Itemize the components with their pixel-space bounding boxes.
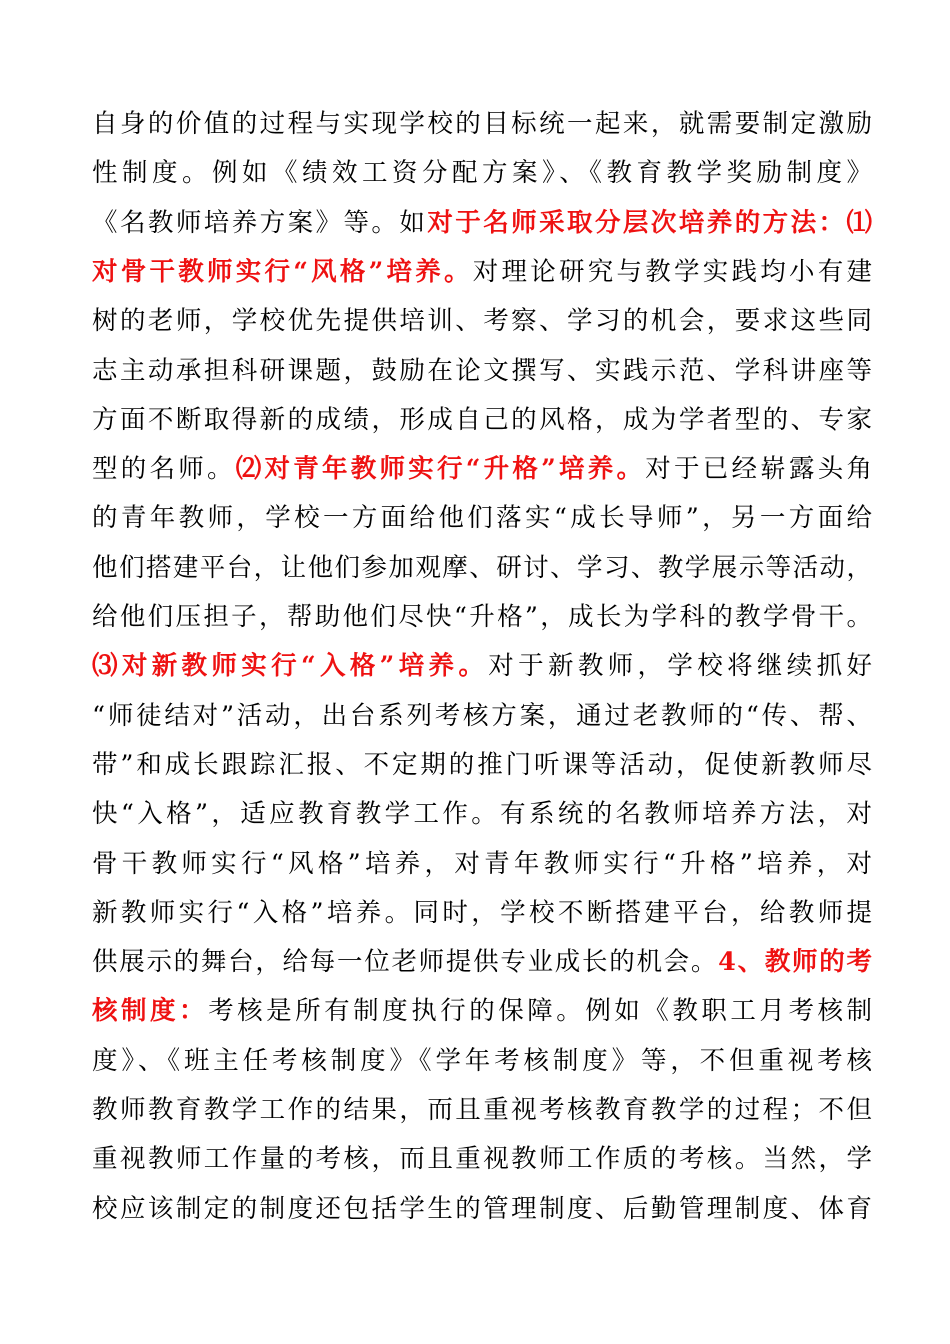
body-text: 的青年教师，学校一方面给他们落实“成长导师”，另一方面给 <box>92 503 872 533</box>
body-text: 志主动承担科研课题，鼓励在论文撰写、实践示范、学科讲座等 <box>92 356 872 386</box>
highlighted-heading-text: ⑵对青年教师实行“升格”培养。 <box>235 454 646 484</box>
highlighted-heading-text: 4、教师的考 <box>718 947 872 977</box>
body-text: 性制度。例如《绩效工资分配方案》、《教育教学奖励制度》 <box>92 158 872 188</box>
body-text: 方面不断取得新的成绩，形成自己的风格，成为学者型的、专家 <box>92 405 872 435</box>
text-line <box>92 400 872 440</box>
body-text: 带”和成长跟踪汇报、不定期的推门听课等活动，促使新教师尽 <box>92 750 872 780</box>
body-text: 新教师实行“入格”培养。同时，学校不断搭建平台，给教师提 <box>92 898 872 928</box>
text-line <box>92 1139 872 1179</box>
body-text: 度》、《班主任考核制度》《学年考核制度》等，不但重视考核 <box>92 1046 872 1076</box>
text-line <box>92 153 872 193</box>
body-text: 快“入格”，适应教育教学工作。有系统的名教师培养方法，对 <box>92 799 872 829</box>
body-text: 他们搭建平台，让他们参加观摩、研讨、学习、教学展示等活动， <box>92 553 872 583</box>
highlighted-heading-text: 核制度： <box>92 996 209 1026</box>
body-text: 对理论研究与教学实践均小有建 <box>472 257 872 287</box>
text-line <box>92 745 872 785</box>
text-line <box>92 1041 872 1081</box>
text-line <box>92 597 872 637</box>
body-text: 教师教育教学工作的结果，而且重视考核教育教学的过程；不但 <box>92 1095 872 1125</box>
text-line <box>92 351 872 391</box>
text-line <box>92 794 872 834</box>
text-line <box>92 203 872 243</box>
body-text: 重视教师工作量的考核，而且重视教师工作质的考核。当然，学 <box>92 1144 872 1174</box>
text-line <box>92 498 872 538</box>
text-line <box>92 104 872 144</box>
text-line <box>92 991 872 1031</box>
body-text: 供展示的舞台，给每一位老师提供专业成长的机会。 <box>92 947 719 977</box>
text-line <box>92 844 872 884</box>
text-line <box>92 893 872 933</box>
text-line <box>92 1090 872 1130</box>
text-line <box>92 646 872 686</box>
highlighted-heading-text: ⑶对新教师实行“入格”培养。 <box>92 651 489 681</box>
body-text: 树的老师，学校优先提供培训、考察、学习的机会，要求这些同 <box>92 306 872 336</box>
body-text: 给他们压担子，帮助他们尽快“升格”，成长为学科的教学骨干。 <box>92 602 872 632</box>
body-text: 对于新教师，学校将继续抓好 <box>488 651 872 681</box>
text-line <box>92 252 872 292</box>
body-text: 对于已经崭露头角 <box>645 454 872 484</box>
highlighted-heading-text: 对骨干教师实行“风格”培养。 <box>92 257 473 287</box>
text-line <box>92 1189 872 1229</box>
body-text: 型的名师。 <box>92 454 236 484</box>
body-text: 骨干教师实行“风格”培养，对青年教师实行“升格”培养，对 <box>92 849 872 879</box>
body-text: 校应该制定的制度还包括学生的管理制度、后勤管理制度、体育 <box>92 1194 872 1224</box>
highlighted-heading-text: 对于名师采取分层次培养的方法：⑴ <box>427 208 872 238</box>
text-line <box>92 301 872 341</box>
body-text: 自身的价值的过程与实现学校的目标统一起来，就需要制定激励 <box>92 109 872 139</box>
body-text: “师徒结对”活动，出台系列考核方案，通过老教师的“传、帮、 <box>92 701 872 731</box>
text-line <box>92 696 872 736</box>
text-line <box>92 548 872 588</box>
text-line <box>92 449 872 489</box>
body-text: 考核是所有制度执行的保障。例如《教职工月考核制 <box>208 996 872 1026</box>
text-line <box>92 942 872 982</box>
body-text: 《名教师培养方案》等。如 <box>92 208 428 238</box>
